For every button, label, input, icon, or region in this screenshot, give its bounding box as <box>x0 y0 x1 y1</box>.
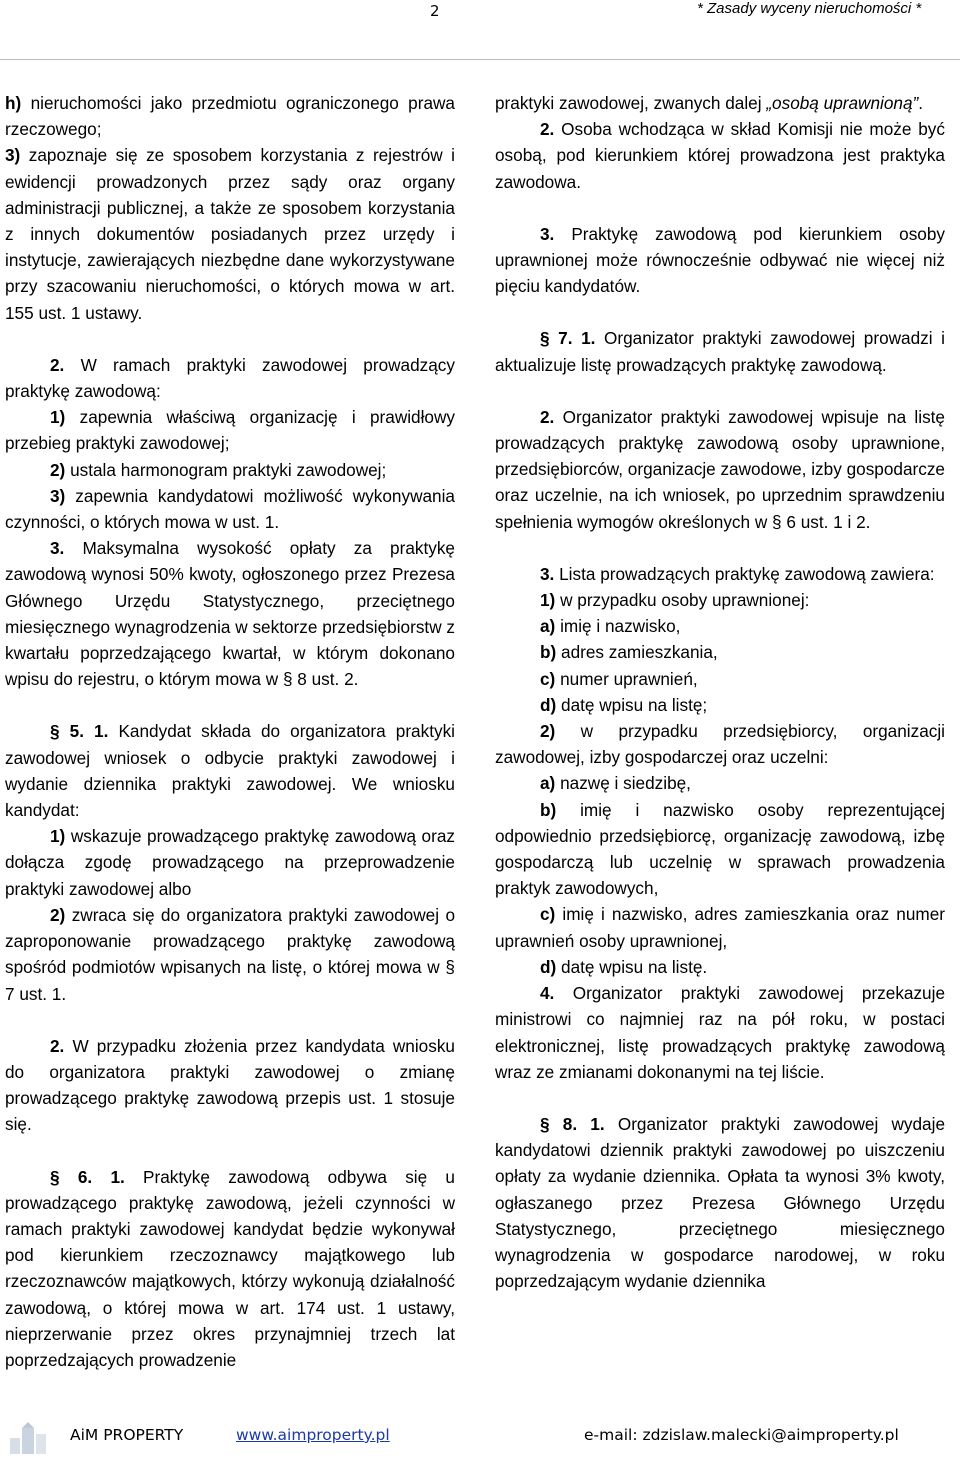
running-title: * Zasady wyceny nieruchomości * <box>697 0 922 17</box>
item-marker: 3) <box>5 145 21 166</box>
section-paragraph <box>495 325 945 377</box>
item-marker: 2. <box>50 354 65 375</box>
item-marker: 3) <box>50 485 66 506</box>
paragraph <box>5 457 455 483</box>
paragraph-text: Osoba wchodząca w skład Komisji nie może być osobą, pod kierunkiem której prowadzona jest praktyka zawodowa. <box>495 119 945 192</box>
paragraph-text: W przypadku złożenia przez kandydata wniosku do organizatora praktyki zawodowej o zmianę prowadzącego praktykę zawodową przepis ust. 1 stosuje się. <box>5 1035 455 1135</box>
item-marker: a) <box>540 773 556 794</box>
paragraph <box>495 561 945 587</box>
section-marker: § 5. 1. <box>50 721 109 742</box>
item-marker: 2. <box>540 119 555 140</box>
item-marker: 2) <box>50 459 66 480</box>
paragraph-text: imię i nazwisko, adres zamieszkania oraz numer uprawnień osoby uprawnionej, <box>495 904 945 951</box>
paragraph-text: wskazuje prowadzącego praktykę zawodową oraz dołącza zgodę prowadzącego na przeprowadzenie praktyki zawodowej albo <box>5 826 455 899</box>
paragraph <box>495 770 945 796</box>
paragraph <box>495 404 945 535</box>
paragraph-text: Organizator praktyki zawodowej wydaje kandydatowi dziennik praktyki zawodowej po uiszczeniu opłaty za wydanie dziennika. Opłata ta wynosi 3% kwoty, ogłaszanego przez Prezesa Głównego Urzędu Statystycznego, przeciętnego miesięcznego wynagrodzenia w gospodarce narodowej, w roku poprzedzającym wydanie dziennika <box>495 1113 945 1292</box>
paragraph-text: w przypadku przedsiębiorcy, organizacji zawodowej, izby gospodarczej oraz uczelni: <box>495 721 945 768</box>
paragraph <box>5 352 455 404</box>
defined-term: „osobą uprawnioną” <box>766 93 919 113</box>
paragraph <box>495 587 945 613</box>
item-marker: a) <box>540 616 556 637</box>
page-footer <box>0 1426 960 1450</box>
item-marker: 1) <box>50 826 66 847</box>
paragraph-text: imię i nazwisko osoby reprezentującej odpowiednio przedsiębiorcę, organizację zawodową, izbę gospodarczą lub uczelnię w sprawach prowadzenia praktyk zawodowych, <box>495 799 945 899</box>
paragraph <box>495 666 945 692</box>
item-marker: 2) <box>540 721 556 742</box>
paragraph-text: Organizator praktyki zawodowej przekazuje ministrowi co najmniej raz na pół roku, w postaci elektronicznej, listę prowadzących praktykę zawodową wraz ze zmianami dokonanymi na tej liście. <box>495 983 945 1082</box>
paragraph-text: datę wpisu na listę. <box>556 956 708 977</box>
paragraph-text: ustala harmonogram praktyki zawodowej; <box>65 459 387 480</box>
paragraph-text: w przypadku osoby uprawnionej: <box>555 590 810 611</box>
paragraph <box>5 404 455 456</box>
paragraph-text: nazwę i siedzibę, <box>555 773 691 794</box>
paragraph <box>495 639 945 665</box>
paragraph <box>495 797 945 902</box>
paragraph <box>495 613 945 639</box>
paragraph <box>5 90 455 142</box>
paragraph-text: zapewnia kandydatowi możliwość wykonywania czynności, o których mowa w ust. 1. <box>5 485 455 533</box>
item-marker: h) <box>5 93 22 113</box>
section-marker: § 6. 1. <box>50 1166 125 1187</box>
section-paragraph <box>495 1111 945 1294</box>
page-header <box>0 0 960 24</box>
item-marker: 4. <box>540 983 555 1004</box>
paragraph <box>495 90 945 116</box>
header-divider <box>0 59 960 60</box>
right-column <box>495 90 945 1294</box>
company-name: AiM PROPERTY <box>70 1426 184 1444</box>
paragraph <box>495 221 945 300</box>
paragraph-text: zapoznaje się ze sposobem korzystania z rejestrów i ewidencji prowadzonych przez sądy oraz organy administracji publicznej, a także ze sposobem korzystania z innych dokumentów posiadanych przez urzędy i instytucje, zawierających niezbędne dane wykorzystywane przy szacowaniu nieruchomości, o których mowa w art. 155 ust. 1 ustawy. <box>5 145 455 323</box>
company-logo-icon <box>8 1420 56 1456</box>
item-marker: d) <box>540 694 557 715</box>
paragraph-text: numer uprawnień, <box>555 668 698 689</box>
paragraph-text: Lista prowadzących praktykę zawodową zawiera: <box>554 563 935 584</box>
paragraph-text: Organizator praktyki zawodowej wpisuje na listę prowadzących praktykę zawodową osoby uprawnione, przedsiębiorców, organizacje zawodowe, izby gospodarcze oraz uczelnie, na ich wniosek, po uprzednim sprawdzeniu spełnienia wymogów określonych w § 6 ust. 1 i 2. <box>495 406 945 532</box>
paragraph-text: . <box>918 93 924 113</box>
paragraph <box>495 116 945 195</box>
paragraph <box>495 718 945 770</box>
item-marker: 1) <box>540 590 556 611</box>
paragraph <box>5 823 455 902</box>
paragraph-text: Kandydat składa do organizatora praktyki zawodowej wniosek o odbycie praktyki zawodowej i wydanie dziennika praktyki zawodowej. We wniosku kandydat: <box>5 721 455 821</box>
paragraph <box>495 901 945 953</box>
section-marker: § 8. 1. <box>540 1113 605 1134</box>
section-marker: § 7. 1. <box>540 328 596 349</box>
paragraph-text: Praktykę zawodową pod kierunkiem osoby uprawnionej może równocześnie odbywać nie więcej niż pięciu kandydatów. <box>495 223 945 297</box>
item-marker: c) <box>540 668 556 689</box>
paragraph-text: zwraca się do organizatora praktyki zawodowej o zaproponowanie prowadzącego praktykę zawodową spośród podmiotów wpisanych na listę, o której mowa w § 7 ust. 1. <box>5 904 455 1004</box>
paragraph-text: Organizator praktyki zawodowej prowadzi i aktualizuje listę prowadzących praktykę zawodową. <box>495 328 945 375</box>
paragraph-text: datę wpisu na listę; <box>556 694 708 715</box>
paragraph <box>5 535 455 692</box>
item-marker: 2. <box>540 406 555 427</box>
paragraph-text: adres zamieszkania, <box>556 642 718 663</box>
item-marker: 2) <box>50 904 66 925</box>
paragraph <box>495 692 945 718</box>
contact-email[interactable]: e-mail: zdzislaw.malecki@aimproperty.pl <box>584 1426 899 1444</box>
paragraph-text: zapewnia właściwą organizację i prawidłowy przebieg praktyki zawodowej; <box>5 407 455 454</box>
website-link[interactable]: www.aimproperty.pl <box>236 1426 390 1444</box>
item-marker: b) <box>540 799 557 820</box>
paragraph-text: nieruchomości jako przedmiotu ograniczonego prawa rzeczowego; <box>5 93 455 140</box>
item-marker: 3. <box>540 223 555 244</box>
item-marker: b) <box>540 642 557 663</box>
paragraph-text: imię i nazwisko, <box>555 616 681 637</box>
item-marker: 2. <box>50 1035 65 1056</box>
section-paragraph <box>5 718 455 823</box>
paragraph-text: praktyki zawodowej, zwanych dalej <box>495 93 767 113</box>
item-marker: d) <box>540 956 557 977</box>
paragraph <box>5 142 455 325</box>
paragraph <box>495 954 945 980</box>
paragraph-text: W ramach praktyki zawodowej prowadzący praktykę zawodową: <box>5 354 455 402</box>
paragraph <box>495 980 945 1085</box>
page-number: 2 <box>430 2 440 20</box>
left-column <box>5 90 455 1373</box>
item-marker: 3. <box>50 538 65 559</box>
item-marker: 3. <box>540 563 555 584</box>
paragraph <box>5 902 455 1007</box>
paragraph-text: Maksymalna wysokość opłaty za praktykę zawodową wynosi 50% kwoty, ogłoszonego przez Prezesa Głównego Urzędu Statystycznego, przeciętnego miesięcznego wynagrodzenia w sektorze przedsiębiorstw z kwartału poprzedzającego kwartał, w którym dokonano wpisu do rejestru, o którym mowa w § 8 ust. 2. <box>5 538 455 690</box>
paragraph <box>5 1033 455 1138</box>
item-marker: c) <box>540 904 556 925</box>
paragraph <box>5 483 455 535</box>
item-marker: 1) <box>50 407 66 428</box>
paragraph-text: Praktykę zawodową odbywa się u prowadzącego praktykę zawodową, jeżeli czynności w ramach praktyki zawodowej kandydat będzie wykonywał pod kierunkiem rzeczoznawcy majątkowego lub rzeczoznawców majątkowych, którzy wykonują działalność zawodową, o której mowa w art. 174 ust. 1 ustawy, nieprzerwanie przez okres przynajmniej trzech lat poprzedzających prowadzenie <box>5 1166 455 1370</box>
section-paragraph <box>5 1164 455 1374</box>
